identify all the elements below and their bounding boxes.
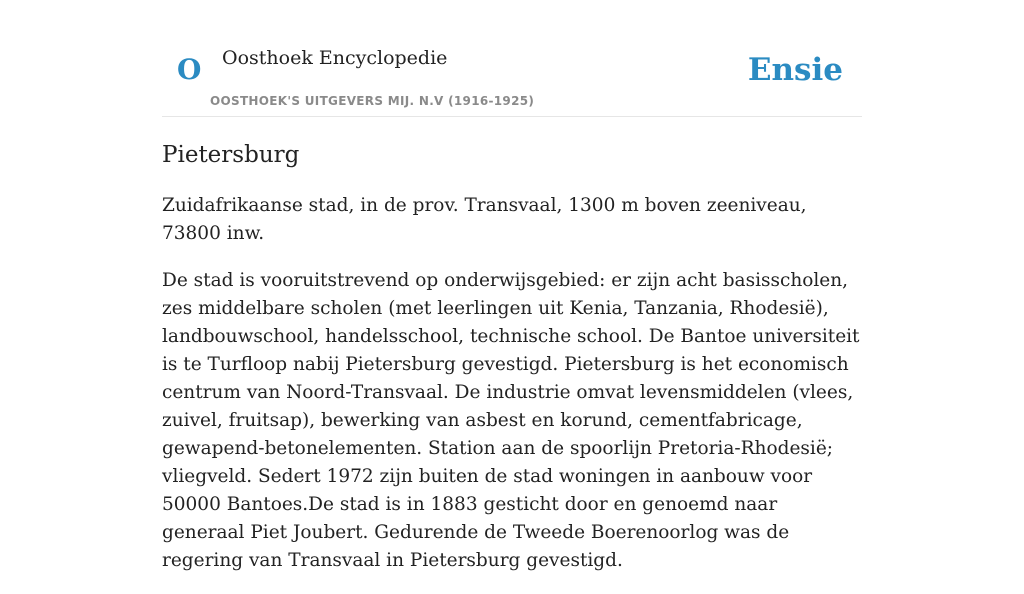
article-paragraph: De stad is vooruitstrevend op onderwijsgebied: er zijn acht basisscholen, zes middelbare scholen (met leerlingen uit Kenia, Tanzania, Rhodesië), landbouwschool, handelsschool, technische school. De Bantoe universiteit is te Turfloop nabij Pietersburg gevestigd. Pietersburg is het economisch centrum van Noord-Transvaal. De industrie omvat levensmiddelen (vlees, zuivel, fruitsap), bewerking van asbest en korund, cementfabricage, gewapend-betonelementen. Station aan de spoorlijn Pretoria-Rhodesië; vliegveld. Sedert 1972 zijn buiten de stad woningen in aanbouw voor 50000 Bantoes.De stad is in 1883 gesticht door en genoemd naar generaal Piet Joubert. Gedurende de Tweede Boerenoorlog was de regering van Transvaal in Pietersburg gevestigd. xyxy=(162,270,860,571)
article-body xyxy=(162,192,862,594)
source-header xyxy=(162,0,862,117)
article-paragraph: Zuidafrikaanse stad, in de prov. Transvaal, 1300 m boven zeeniveau, 73800 inw. xyxy=(162,195,807,244)
source-subtitle: OOSTHOEK'S UITGEVERS MIJ. N.V (1916-1925) xyxy=(210,94,535,108)
brand-logo-link[interactable]: Ensie xyxy=(747,52,843,88)
source-logo[interactable]: O xyxy=(177,53,202,86)
article-title: Pietersburg xyxy=(162,142,300,168)
source-name-link[interactable]: Oosthoek Encyclopedie xyxy=(222,47,448,69)
